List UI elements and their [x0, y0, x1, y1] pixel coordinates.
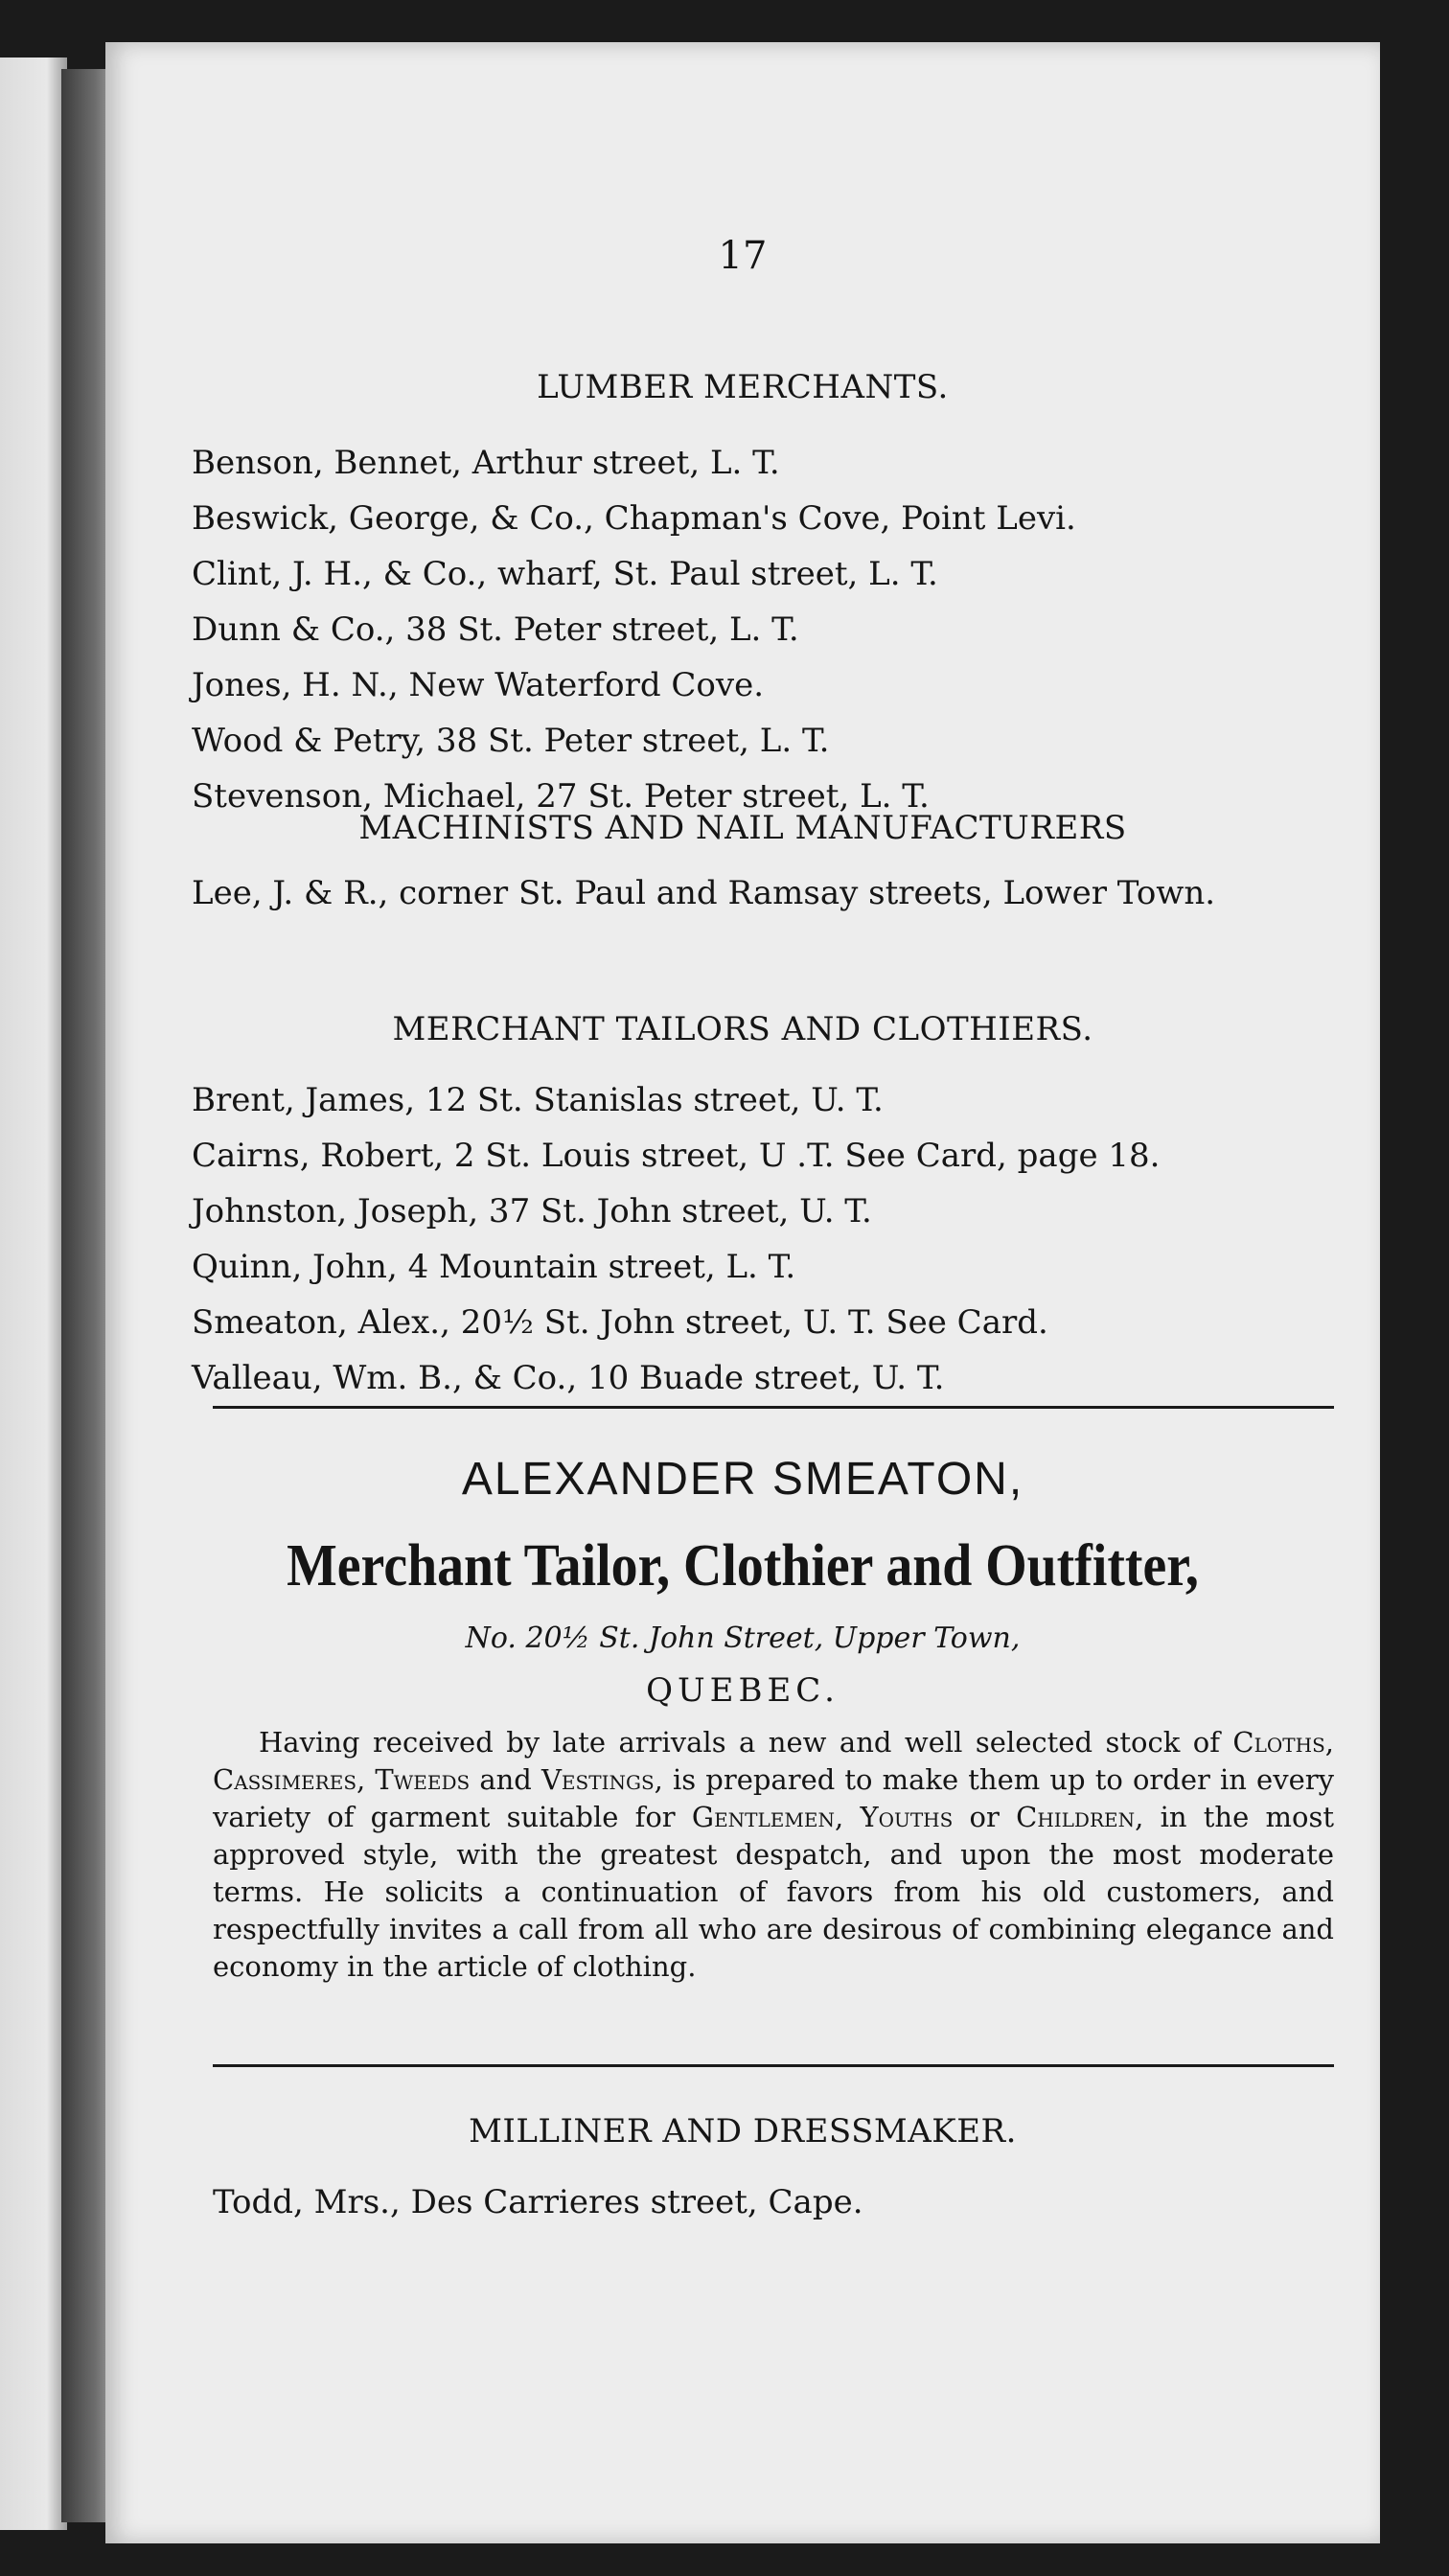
section-heading-tailors: MERCHANT TAILORS AND CLOTHIERS.	[392, 1010, 1093, 1048]
list-item: Valleau, Wm. B., & Co., 10 Buade street, U. T.	[192, 1359, 945, 1397]
ad-body-text: or	[953, 1801, 1017, 1833]
list-item: Todd, Mrs., Des Carrieres street, Cape.	[213, 2183, 863, 2221]
machinists-list	[192, 866, 1322, 920]
tailors-list	[192, 1072, 1322, 1406]
advertisement-city: QUEBEC.	[646, 1671, 840, 1710]
lumber-list	[192, 435, 1322, 824]
ad-body-text: , is prepared to make them up to order in every variety of garment suitable for	[213, 1763, 1335, 1833]
divider-rule	[213, 2064, 1334, 2067]
ad-body-smallcaps: Children	[1016, 1801, 1136, 1833]
list-item: Jones, H. N., New Waterford Cove.	[192, 666, 765, 704]
ad-body-text: Having received by late arrivals a new and well selected stock of	[259, 1726, 1233, 1759]
list-item: Johnston, Joseph, 37 St. John street, U. T.	[192, 1192, 872, 1230]
advertisement-address: No. 20½ St. John Street, Upper Town,	[465, 1622, 1021, 1655]
section-heading-machinists: MACHINISTS AND NAIL MANUFACTURERS	[358, 809, 1127, 847]
list-item: Quinn, John, 4 Mountain street, L. T.	[192, 1248, 796, 1286]
ad-body-smallcaps: Cloths	[1232, 1726, 1325, 1759]
list-item: Cairns, Robert, 2 St. Louis street, U .T. See Card, page 18.	[192, 1137, 1161, 1175]
list-item: Lee, J. & R., corner St. Paul and Ramsay streets, Lower Town.	[192, 874, 1216, 912]
list-item: Benson, Bennet, Arthur street, L. T.	[192, 444, 780, 482]
book-page	[105, 42, 1380, 2543]
ad-body-smallcaps: Tweeds	[375, 1763, 471, 1796]
page-content	[105, 42, 1380, 2543]
list-item: Beswick, George, & Co., Chapman's Cove, Point Levi.	[192, 499, 1076, 538]
advertisement-body	[213, 1724, 1334, 1986]
ad-body-text: ,	[356, 1763, 376, 1796]
page-number: 17	[718, 234, 768, 278]
list-item: Dunn & Co., 38 St. Peter street, L. T.	[192, 610, 799, 649]
section-heading-milliner: MILLINER AND DRESSMAKER.	[469, 2112, 1017, 2150]
advertisement-name: ALEXANDER SMEATON,	[461, 1454, 1024, 1505]
advertisement-trade: Merchant Tailor, Clothier and Outfitter,	[287, 1533, 1199, 1598]
facing-page-edge	[0, 58, 67, 2530]
ad-body-smallcaps: Vestings	[540, 1763, 655, 1796]
ad-body-text: ,	[1324, 1726, 1334, 1759]
ad-body-text: , in the most approved style, with the greatest despatch, and upon the most moderate terms. He solicits a continuation of favors from his old customers, and respectfully invites a call from all who are desirous of combining elegance and economy in the article of clothing.	[213, 1801, 1334, 1983]
section-heading-lumber: LUMBER MERCHANTS.	[537, 368, 949, 406]
ad-body-smallcaps: Cassimeres	[213, 1763, 357, 1796]
list-item: Brent, James, 12 St. Stanislas street, U. T.	[192, 1081, 884, 1119]
ad-body-smallcaps: Gentlemen	[691, 1801, 835, 1833]
ad-body-text: and	[470, 1763, 541, 1796]
ad-body-smallcaps: Youths	[860, 1801, 954, 1833]
list-item: Stevenson, Michael, 27 St. Peter street, L. T.	[192, 777, 930, 816]
list-item: Smeaton, Alex., 20½ St. John street, U. T. See Card.	[192, 1303, 1048, 1342]
ad-body-text: ,	[834, 1801, 861, 1833]
list-item: Clint, J. H., & Co., wharf, St. Paul street, L. T.	[192, 555, 938, 593]
list-item: Wood & Petry, 38 St. Peter street, L. T.	[192, 722, 830, 760]
milliner-list	[213, 2174, 1344, 2230]
divider-rule	[213, 1406, 1334, 1409]
